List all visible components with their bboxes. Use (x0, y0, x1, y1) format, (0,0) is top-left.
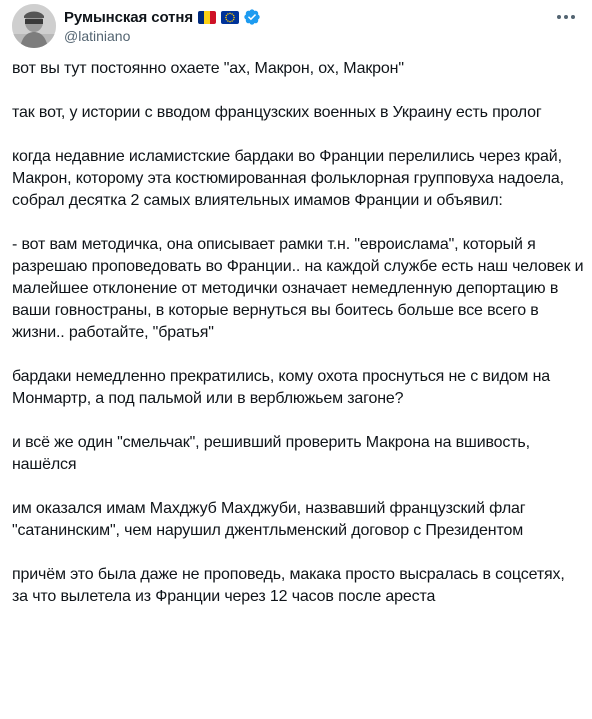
avatar-image (12, 4, 56, 48)
author-name-row (64, 7, 261, 27)
tweet-paragraph: им оказался имам Махджуб Махджуби, назвавший французский флаг "сатанинским", чем нарушил джентльменский договор с Президентом (12, 500, 526, 539)
verified-badge-icon (243, 8, 261, 26)
tweet-text (12, 58, 584, 630)
tweet-paragraph: - вот вам методичка, она описывает рамки т.н. "евроислама", который я разрешаю проповедовать во Франции.. на каждой службе есть наш человек и малейшее отклонение от методички означает немедленную депортацию в ваши говностраны, в которые вернуться вы боитесь больше все всего в жизни.. работайте, "братья" (12, 236, 584, 341)
more-options-icon[interactable] (554, 10, 578, 22)
romania-flag-icon (198, 11, 216, 24)
tweet-header (0, 0, 592, 56)
tweet-paragraph: вот вы тут постоянно охаете "ах, Макрон, ох, Макрон" (12, 60, 404, 77)
tweet-paragraph: когда недавние исламистские бардаки во Франции перелились через край, Макрон, которому эта костюмированная фольклорная групповуха надоела, собрал десятка 2 самых влиятельных имамов Франции и объявил: (12, 148, 564, 209)
eu-flag-icon (221, 11, 239, 24)
avatar[interactable] (12, 4, 56, 48)
tweet-paragraph: бардаки немедленно прекратились, кому охота проснуться не с видом на Монмартр, а под пальмой или в верблюжьем загоне? (12, 368, 551, 407)
author-handle[interactable]: @latiniano (64, 28, 131, 44)
author-display-name[interactable]: Румынская сотня (64, 8, 194, 26)
tweet-paragraph: так вот, у истории с вводом французских военных в Украину есть пролог (12, 104, 542, 121)
tweet-paragraph: причём это была даже не проповедь, макака просто высралась в соцсетях, за что вылетела из Франции через 12 часов после ареста (12, 566, 565, 605)
tweet-paragraph: и всё же один "смельчак", решивший проверить Макрона на вшивость, нашёлся (12, 434, 530, 473)
